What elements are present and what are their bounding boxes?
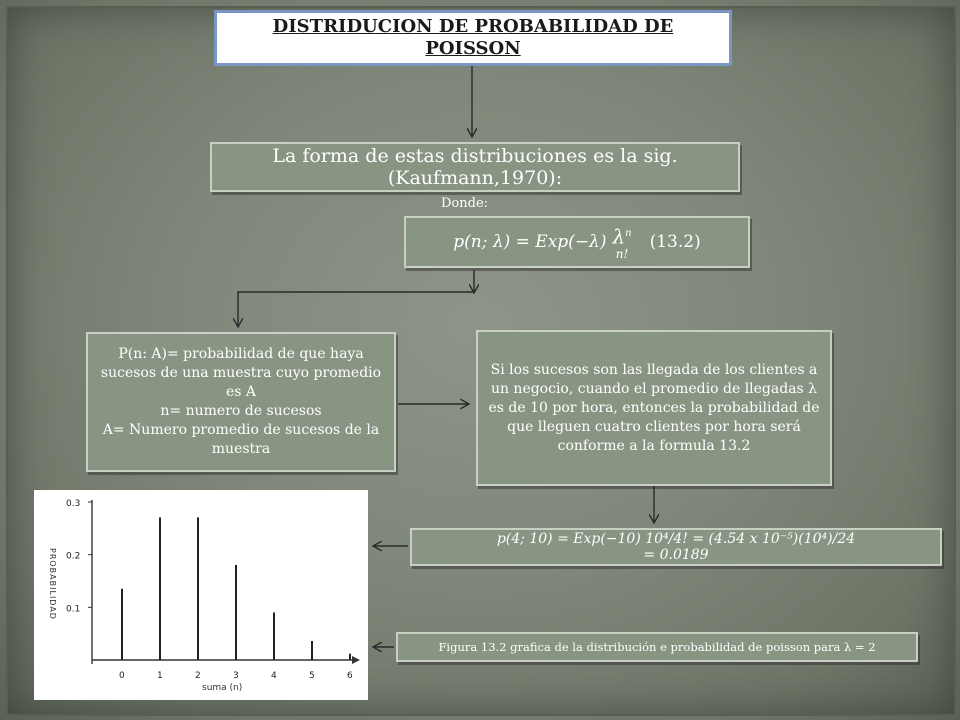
definition-p: P(n: A)= probabilidad de que haya sucesos de una muestra cuyo promedio es A	[100, 346, 382, 400]
title-text: DISTRIDUCION DE PROBABILIDAD DE POISSON	[272, 16, 674, 59]
intro-box	[210, 142, 740, 192]
example-text: Si los sucesos son las llegada de los clientes a un negocio, cuando el promedio de llegadas λ es de 10 por hora, entonces la probabilidad de que lleguen cuatro clientes por hora será conforme a la formula 13.2	[488, 361, 820, 454]
poisson-chart	[34, 490, 368, 700]
definition-n: n= numero de sucesos	[160, 403, 322, 419]
x-tick-label: 2	[195, 671, 201, 681]
formula-box	[404, 216, 750, 268]
x-tick-label: 0	[119, 671, 125, 681]
intro-text: La forma de estas distribuciones es la sig.(Kaufmann,1970):	[272, 145, 678, 189]
result-box	[410, 528, 942, 566]
y-tick-label: 0.2	[66, 551, 81, 562]
formula-exponent: n	[625, 227, 632, 239]
poisson-chart-panel	[34, 490, 368, 700]
x-tick-label: 1	[157, 671, 163, 681]
arrow-branch-to-definitions	[238, 292, 474, 326]
x-tick-label: 5	[309, 671, 315, 681]
example-box	[476, 330, 832, 486]
x-tick-label: 6	[347, 671, 353, 681]
caption-text: Figura 13.2 grafica de la distribución e probabilidad de poisson para λ = 2	[438, 640, 876, 654]
x-axis-arrow	[352, 656, 360, 664]
y-tick-label: 0.3	[66, 499, 81, 509]
y-axis-label: PROBABILIDAD	[48, 548, 57, 620]
formula-equation-number: (13.2)	[649, 232, 701, 252]
formula-lhs: p(n; λ) = Exp(−λ)	[453, 232, 607, 252]
formula-denominator: n!	[615, 247, 629, 262]
x-axis-label: suma (n)	[202, 683, 243, 693]
result-line-2: = 0.0189	[643, 547, 709, 563]
definition-a: A= Numero promedio de sucesos de la muestra	[102, 422, 380, 457]
x-tick-label: 4	[271, 671, 277, 681]
caption-box	[396, 632, 918, 662]
x-tick-label: 3	[233, 671, 239, 681]
formula-fraction	[612, 223, 631, 262]
definitions-box	[86, 332, 396, 472]
y-tick-label: 0.1	[66, 604, 81, 615]
definitions-list	[96, 345, 386, 459]
result-line-1: p(4; 10) = Exp(−10) 10⁴/4! = (4.54 x 10⁻⁵)(10⁴)/24	[496, 531, 856, 547]
title-box	[214, 10, 732, 66]
formula-numerator: $\lambda^n$	[612, 224, 632, 249]
donde-label: Donde:	[441, 196, 489, 211]
